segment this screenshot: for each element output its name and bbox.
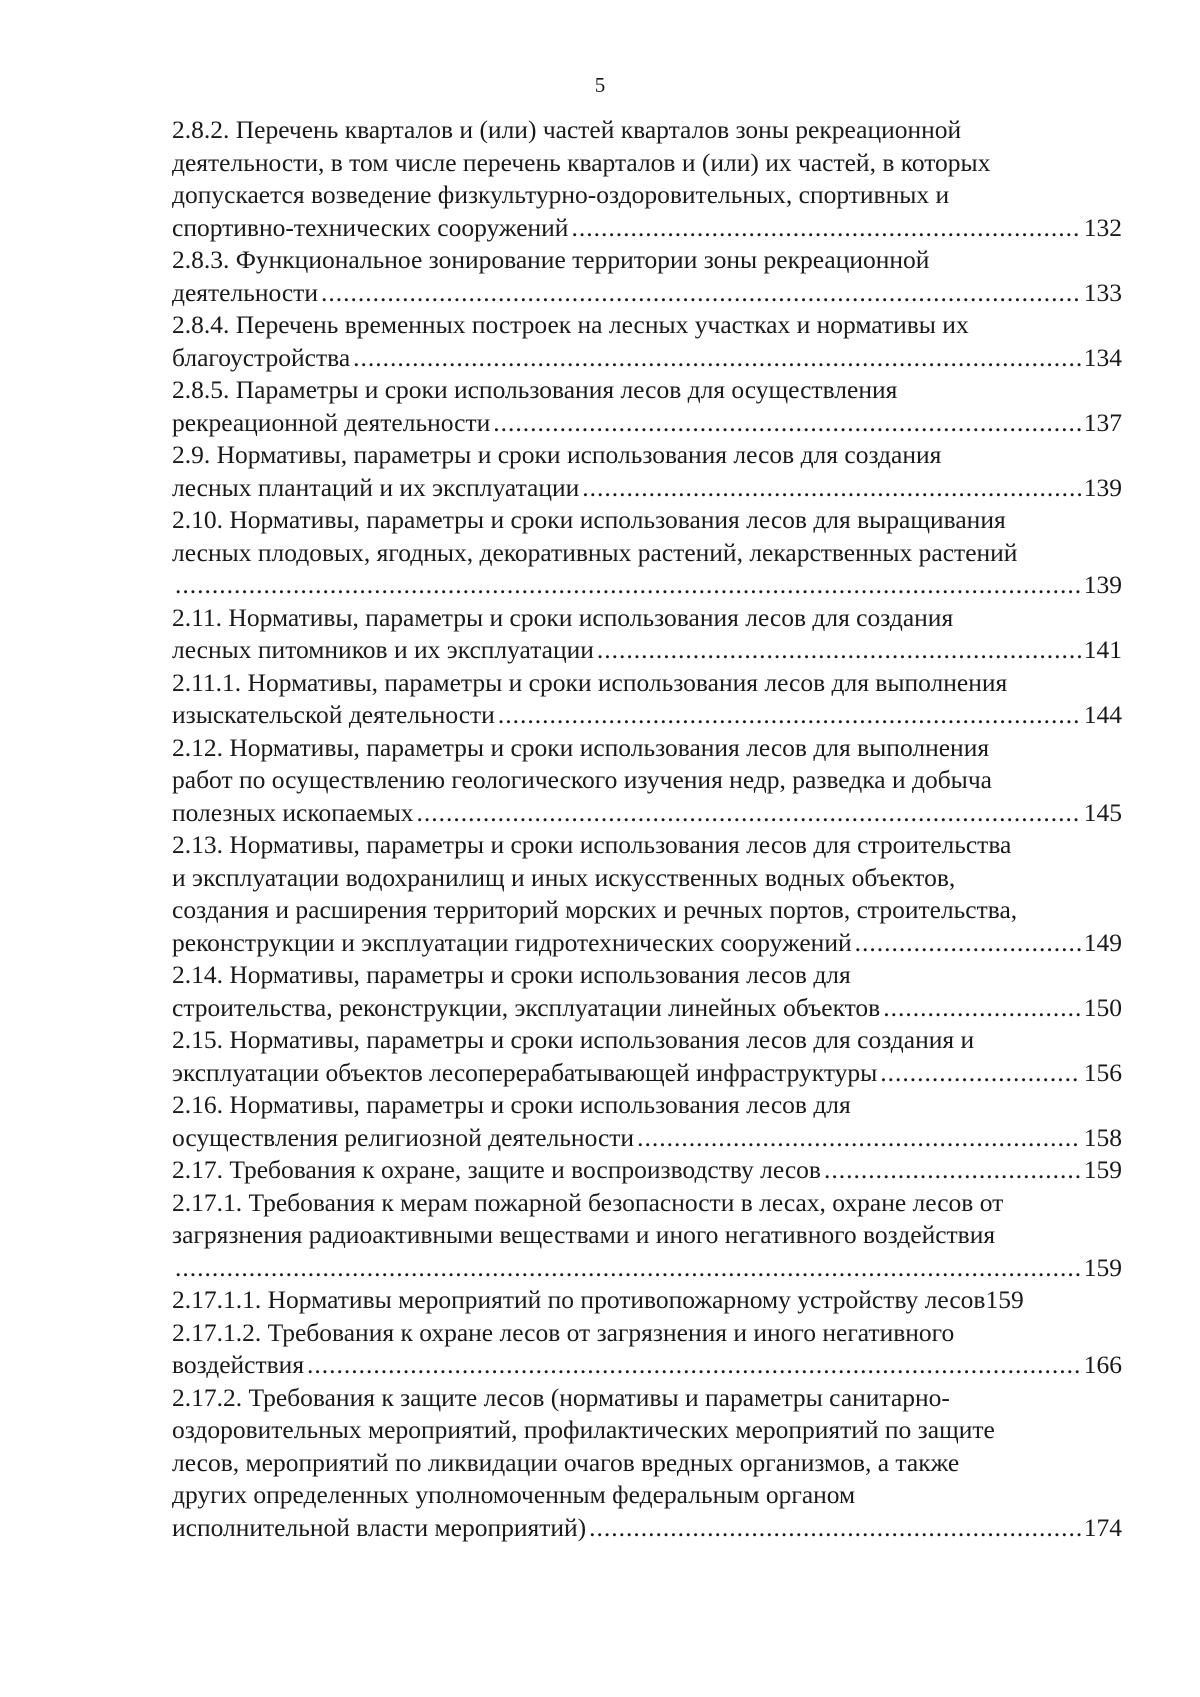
toc-entry-title: воздействия bbox=[172, 1350, 305, 1379]
toc-entry bbox=[172, 244, 1122, 309]
toc-entry-last-line bbox=[172, 699, 1122, 732]
toc-entry-line: 2.17.1. Требования к мерам пожарной безопасности в лесах, охране лесов от bbox=[172, 1187, 1004, 1217]
dot-leader bbox=[880, 1057, 1080, 1090]
toc-entry-title: исполнительной власти мероприятий) bbox=[172, 1512, 587, 1542]
toc-page-number: 174 bbox=[1083, 1512, 1122, 1542]
toc-entry bbox=[172, 439, 1122, 504]
toc-page-number: 134 bbox=[1083, 342, 1122, 372]
toc-entry-last-line bbox=[172, 212, 1122, 245]
toc-entry bbox=[172, 114, 1122, 244]
toc-entry-last-line bbox=[172, 1252, 1122, 1285]
toc-entry-last-line bbox=[172, 797, 1122, 830]
toc-entry-title: изыскательской деятельности bbox=[172, 700, 495, 729]
toc-page-number: 156 bbox=[1083, 1057, 1122, 1087]
toc-entry bbox=[172, 1284, 1122, 1317]
toc-entry-title: осуществления религиозной деятельности bbox=[172, 1122, 635, 1152]
toc-entry-title: строительства, реконструкции, эксплуатации линейных объектов bbox=[172, 992, 881, 1022]
toc-entry-line: 2.17.1.2. Требования к охране лесов от загрязнения и иного негативного bbox=[172, 1317, 955, 1347]
dot-leader bbox=[417, 797, 1081, 830]
toc-entry-title: рекреационной деятельности bbox=[172, 407, 491, 437]
dot-leader bbox=[582, 472, 1080, 505]
toc-entry-title: эксплуатации объектов лесоперерабатывающей инфраструктуры bbox=[172, 1057, 878, 1087]
toc-entry-last-line bbox=[172, 1284, 1122, 1317]
toc-entry-line: 2.14. Нормативы, параметры и сроки использования лесов для bbox=[172, 960, 851, 989]
toc-page-number: 145 bbox=[1083, 797, 1122, 827]
toc-entry-last-line bbox=[172, 472, 1122, 505]
toc-entry-line: лесных плодовых, ягодных, декоративных растений, лекарственных растений bbox=[172, 537, 1018, 567]
toc-entry-line: загрязнения радиоактивными веществами и иного негативного воздействия bbox=[172, 1220, 996, 1249]
toc-entry-line: других определенных уполномоченным федеральным органом bbox=[172, 1480, 856, 1509]
toc-entry-line: 2.15. Нормативы, параметры и сроки использования лесов для создания и bbox=[172, 1025, 975, 1054]
toc-entry-last-line bbox=[172, 1154, 1122, 1187]
toc-entry bbox=[172, 1187, 1122, 1285]
toc-page-number: 158 bbox=[1083, 1122, 1122, 1152]
toc-entry-last-line bbox=[172, 1349, 1122, 1382]
toc-entry-line: 2.13. Нормативы, параметры и сроки использования лесов для строительства bbox=[172, 830, 1012, 859]
toc-entry bbox=[172, 1382, 1122, 1545]
toc-entry-line: 2.12. Нормативы, параметры и сроки использования лесов для выполнения bbox=[172, 732, 990, 762]
toc-entry-title: полезных ископаемых bbox=[172, 797, 414, 827]
toc-entry-line: деятельности, в том числе перечень кварталов и (или) их частей, в которых bbox=[172, 147, 991, 177]
toc-entry-last-line bbox=[172, 342, 1122, 375]
toc-entry-line: 2.8.2. Перечень кварталов и (или) частей кварталов зоны рекреационной bbox=[172, 115, 962, 144]
toc-entry-title: лесных плантаций и их эксплуатации bbox=[172, 472, 580, 502]
page-number: 5 bbox=[594, 73, 606, 97]
toc-entry-last-line bbox=[172, 407, 1122, 440]
toc-entry-title: лесных питомников и их эксплуатации bbox=[172, 635, 594, 664]
toc-entry-line: 2.10. Нормативы, параметры и сроки использования лесов для выращивания bbox=[172, 505, 1006, 534]
toc-entry-last-line bbox=[172, 1512, 1122, 1545]
toc-entry bbox=[172, 309, 1122, 374]
toc-entry-last-line bbox=[172, 1122, 1122, 1155]
dot-leader bbox=[883, 992, 1081, 1025]
dot-leader bbox=[498, 699, 1081, 732]
toc-page-number: 149 bbox=[1083, 927, 1122, 957]
toc-page-number: 144 bbox=[1083, 700, 1122, 729]
toc-entry-last-line bbox=[172, 1057, 1122, 1090]
toc-entry bbox=[172, 1317, 1122, 1382]
toc-entry-line: и эксплуатации водохранилищ и иных искусственных водных объектов, bbox=[172, 862, 956, 892]
toc-entry-line: 2.16. Нормативы, параметры и сроки использования лесов для bbox=[172, 1090, 851, 1119]
toc-entry-title: 2.17. Требования к охране, защите и воспроизводству лесов bbox=[172, 1155, 821, 1184]
dot-leader bbox=[855, 927, 1081, 960]
table-of-contents bbox=[172, 114, 1122, 1544]
toc-entry-title: благоустройства bbox=[172, 342, 351, 372]
dot-leader bbox=[353, 342, 1081, 375]
dot-leader bbox=[493, 407, 1081, 440]
toc-entry bbox=[172, 374, 1122, 439]
toc-entry-line: 2.8.3. Функциональное зонирование территории зоны рекреационной bbox=[172, 245, 930, 274]
toc-entry-title: спортивно-технических сооружений bbox=[172, 212, 569, 242]
toc-entry-line: допускается возведение физкультурно-оздоровительных, спортивных и bbox=[172, 180, 950, 209]
toc-entry-line: 2.17.2. Требования к защите лесов (нормативы и параметры санитарно- bbox=[172, 1382, 950, 1412]
toc-page-number: 139 bbox=[1083, 472, 1122, 502]
toc-entry bbox=[172, 1024, 1122, 1089]
toc-entry-last-line bbox=[172, 634, 1122, 667]
toc-entry bbox=[172, 602, 1122, 667]
toc-entry-line: лесов, мероприятий по ликвидации очагов вредных организмов, а также bbox=[172, 1447, 960, 1477]
toc-entry-last-line bbox=[172, 927, 1122, 960]
toc-entry bbox=[172, 667, 1122, 732]
dot-leader bbox=[597, 634, 1081, 667]
toc-page-number: 159 bbox=[1083, 1252, 1122, 1282]
dot-leader bbox=[589, 1512, 1081, 1545]
toc-entry bbox=[172, 504, 1122, 602]
dot-leader bbox=[175, 569, 1081, 602]
toc-entry-title: деятельности bbox=[172, 277, 318, 307]
toc-page-number: 132 bbox=[1083, 212, 1122, 242]
toc-page-number: 159 bbox=[1083, 1155, 1122, 1184]
toc-entry bbox=[172, 1154, 1122, 1187]
toc-entry-line: работ по осуществлению геологического изучения недр, разведка и добыча bbox=[172, 765, 992, 794]
toc-entry-last-line bbox=[172, 277, 1122, 310]
toc-entry-line: 2.9. Нормативы, параметры и сроки использования лесов для создания bbox=[172, 440, 942, 469]
toc-entry-line: 2.11.1. Нормативы, параметры и сроки использования лесов для выполнения bbox=[172, 667, 1008, 697]
toc-entry-line: создания и расширения территорий морских и речных портов, строительства, bbox=[172, 895, 1018, 924]
toc-entry-last-line bbox=[172, 992, 1122, 1025]
toc-entry bbox=[172, 1089, 1122, 1154]
dot-leader bbox=[321, 277, 1081, 310]
dot-leader bbox=[824, 1154, 1081, 1187]
toc-page-number: 133 bbox=[1083, 277, 1122, 307]
toc-entry-line: 2.8.4. Перечень временных построек на лесных участках и нормативы их bbox=[172, 310, 969, 339]
toc-page-number: 141 bbox=[1083, 635, 1122, 664]
toc-page-number: 159 bbox=[985, 1285, 1024, 1314]
toc-entry-line: 2.8.5. Параметры и сроки использования лесов для осуществления bbox=[172, 375, 898, 404]
toc-page-number: 150 bbox=[1083, 992, 1122, 1022]
toc-entry bbox=[172, 732, 1122, 830]
toc-page-number: 137 bbox=[1083, 407, 1122, 437]
toc-entry bbox=[172, 829, 1122, 959]
dot-leader bbox=[571, 212, 1080, 245]
toc-entry-title: 2.17.1.1. Нормативы мероприятий по противопожарному устройству лесов bbox=[172, 1285, 986, 1314]
toc-entry-last-line bbox=[172, 569, 1122, 602]
toc-page-number: 166 bbox=[1083, 1350, 1122, 1379]
dot-leader bbox=[637, 1122, 1081, 1155]
dot-leader bbox=[307, 1349, 1081, 1382]
toc-entry bbox=[172, 959, 1122, 1024]
toc-page-number: 139 bbox=[1083, 570, 1122, 599]
toc-entry-line: 2.11. Нормативы, параметры и сроки использования лесов для создания bbox=[172, 602, 954, 632]
toc-entry-title: реконструкции и эксплуатации гидротехнических сооружений bbox=[172, 927, 852, 957]
toc-entry-line: оздоровительных мероприятий, профилактических мероприятий по защите bbox=[172, 1415, 995, 1444]
dot-leader bbox=[175, 1252, 1081, 1285]
